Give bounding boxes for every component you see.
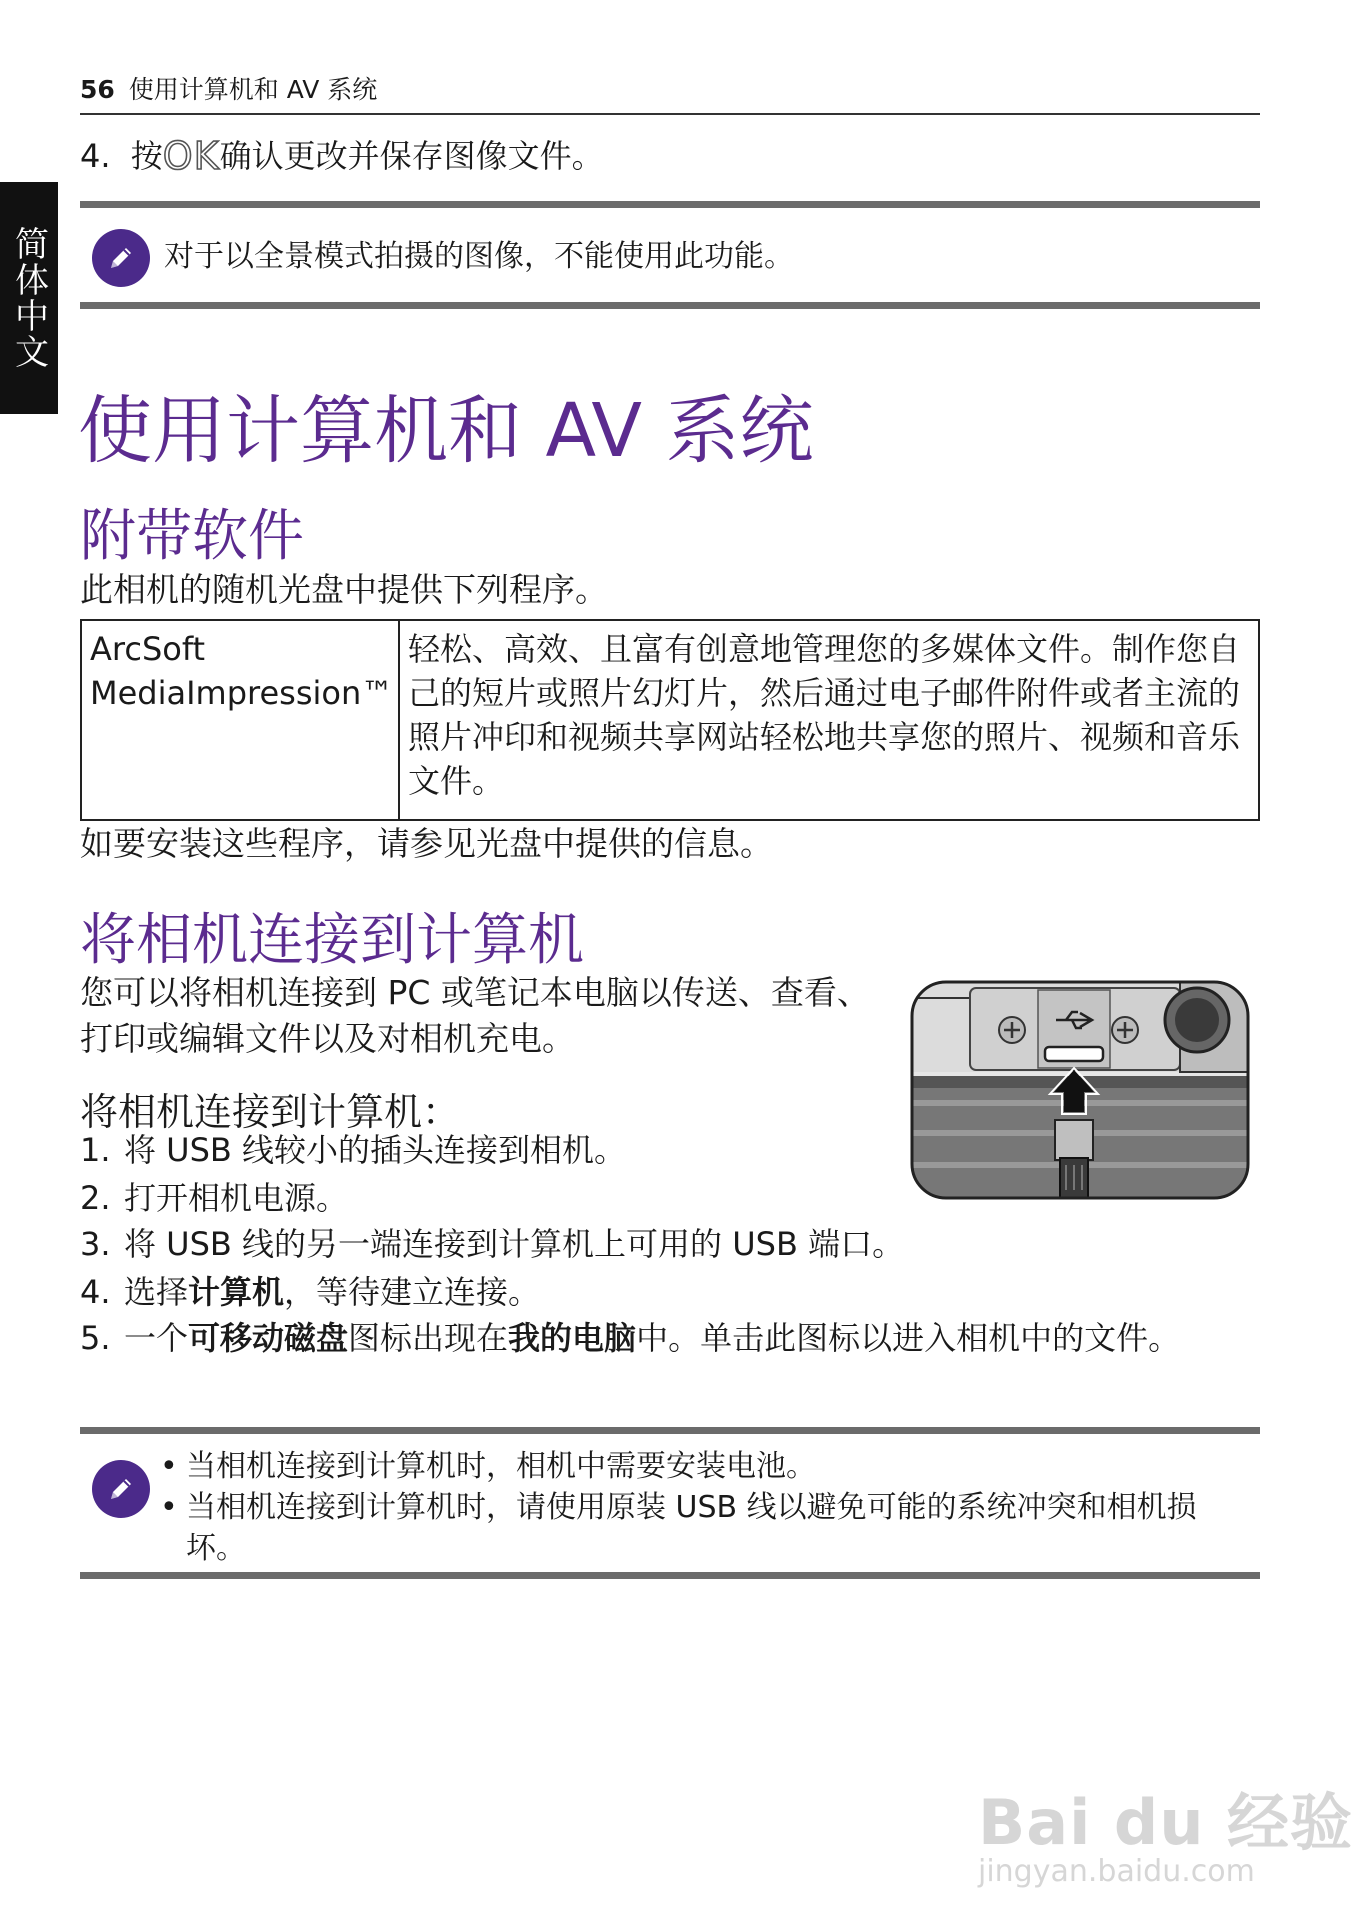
step-prefix: 按	[130, 137, 163, 175]
page-number: 56	[80, 75, 115, 104]
step-text: 将 USB 线的另一端连接到计算机上可用的 USB 端口。	[124, 1225, 905, 1263]
step-text-part: ，等待建立连接。	[284, 1273, 541, 1311]
step-text-bold: 计算机	[188, 1273, 285, 1311]
list-item: • 当相机连接到计算机时，请使用原装 USB 线以避免可能的系统冲突和相机损坏。	[160, 1487, 1250, 1569]
software-table	[80, 619, 1260, 821]
page-title: 使用计算机和 AV 系统	[78, 388, 814, 474]
note-bullet-list	[160, 1446, 1250, 1569]
step-text	[124, 1315, 1244, 1361]
software-description-cell: 轻松、高效、且富有创意地管理您的多媒体文件。制作您自己的短片或照片幻灯片，然后通过电子邮件附件或者主流的照片冲印和视频共享网站轻松地共享您的照片、视频和音乐文件。	[399, 620, 1259, 820]
step-number: 4.	[80, 137, 111, 175]
step-text-part: 图标出现在	[348, 1319, 509, 1357]
pencil-icon	[92, 1460, 150, 1518]
software-name-cell: ArcSoft MediaImpression™	[81, 620, 399, 820]
step-number: 5.	[80, 1319, 111, 1357]
watermark-logo: Bai du 经验	[978, 1786, 1354, 1859]
step-text-part: 一个	[124, 1319, 189, 1357]
step-number: 1.	[80, 1131, 111, 1169]
watermark-url: jingyan.baidu.com	[978, 1854, 1255, 1889]
step-text: 打开相机电源。	[124, 1179, 349, 1217]
step-text-part: 中。单击此图标以进入相机中的文件。	[636, 1319, 1181, 1357]
header-section-title: 使用计算机和 AV 系统	[128, 75, 378, 104]
step-text: 将 USB 线较小的插头连接到相机。	[124, 1131, 627, 1169]
step-suffix: 确认更改并保存图像文件。	[219, 137, 604, 175]
connect-intro: 您可以将相机连接到 PC 或笔记本电脑以传送、查看、打印或编辑文件以及对相机充电。	[80, 973, 870, 1058]
step-text	[124, 1269, 1264, 1315]
step-text-part: 选择	[124, 1273, 189, 1311]
page-header	[80, 70, 377, 106]
connect-subheading: 将相机连接到计算机：	[80, 1090, 461, 1134]
step-text-bold: 可移动磁盘	[188, 1319, 349, 1357]
step-text-bold: 我的电脑	[508, 1319, 637, 1357]
header-rule	[80, 113, 1260, 115]
language-side-tab-label: 简体中文	[8, 226, 49, 370]
ok-button-icon: OK	[162, 134, 220, 178]
previous-step-4	[80, 134, 604, 178]
language-side-tab	[0, 182, 58, 414]
connect-steps-list	[80, 1127, 1260, 1417]
software-intro: 此相机的随机光盘中提供下列程序。	[80, 570, 608, 609]
step-number: 3.	[80, 1225, 111, 1263]
note-top-rule	[80, 201, 1260, 208]
table-row	[81, 620, 1259, 820]
note-top-rule	[80, 1427, 1260, 1434]
install-note: 如要安装这些程序，请参见光盘中提供的信息。	[80, 824, 773, 863]
pencil-icon	[92, 229, 150, 287]
step-number: 2.	[80, 1179, 111, 1217]
note-bottom-rule	[80, 302, 1260, 309]
connect-heading: 将相机连接到计算机	[80, 908, 584, 973]
note-bottom-rule	[80, 1572, 1260, 1579]
step-number: 4.	[80, 1273, 111, 1311]
note-text: 对于以全景模式拍摄的图像，不能使用此功能。	[164, 239, 794, 274]
software-heading: 附带软件	[80, 504, 304, 569]
list-item: • 当相机连接到计算机时，相机中需要安装电池。	[160, 1446, 1250, 1487]
